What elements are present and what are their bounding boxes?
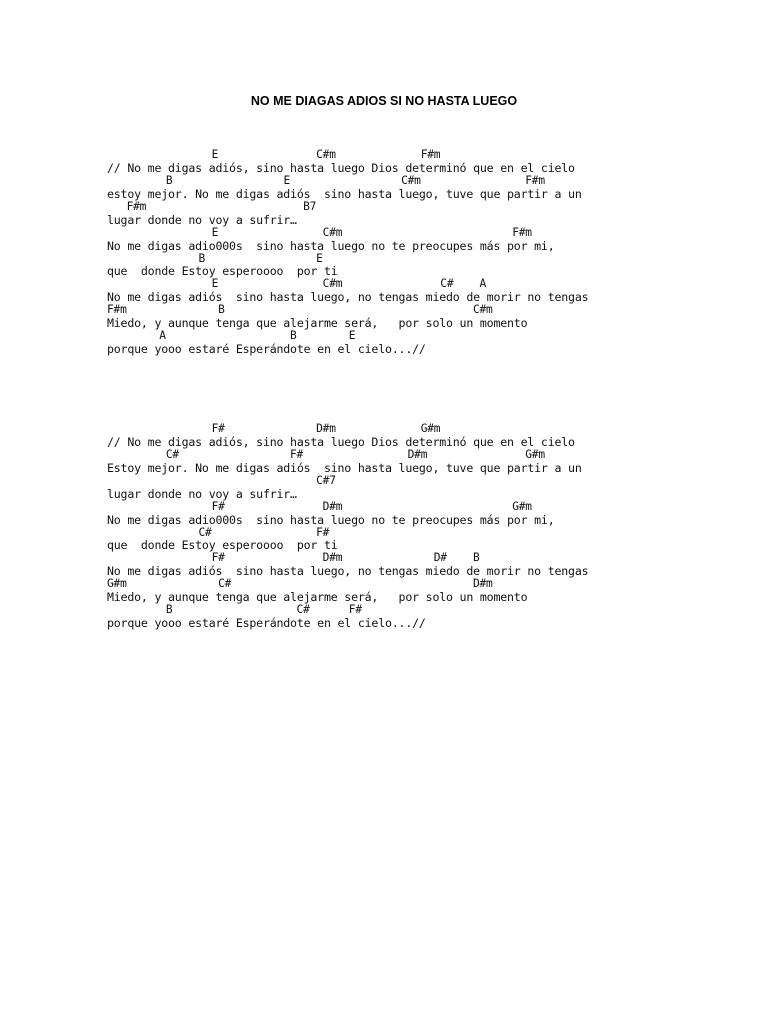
lyric-line: estoy mejor. No me digas adiós sino hasta luego, tuve que partir a un bbox=[107, 186, 582, 201]
lyric-line: No me digas adiós sino hasta luego, no tengas miedo de morir no tengas bbox=[107, 290, 589, 305]
lyric-line: // No me digas adiós, sino hasta luego Dios determinó que en el cielo bbox=[107, 160, 575, 175]
chord-line: F# D#m G#m bbox=[107, 499, 532, 513]
lyric-line: que donde Estoy esperoooo por ti bbox=[107, 264, 338, 279]
lyric-line: No me digas adio000s sino hasta luego no te preocupes más por mi, bbox=[107, 238, 555, 253]
chord-line: E C#m C# A bbox=[107, 277, 487, 291]
lyric-line: Miedo, y aunque tenga que alejarme será, por solo un momento bbox=[107, 590, 528, 605]
lyric-line: porque yooo estaré Esperándote en el cielo...// bbox=[107, 616, 426, 631]
lyric-line: lugar donde no voy a sufrir… bbox=[107, 212, 297, 227]
lyric-line: porque yooo estaré Esperándote en el cielo...// bbox=[107, 342, 426, 357]
lyric-line: // No me digas adiós, sino hasta luego Dios determinó que en el cielo bbox=[107, 434, 575, 449]
chord-line: E C#m F#m bbox=[107, 148, 441, 161]
chord-line: C#7 bbox=[107, 473, 336, 487]
lyrics-section-2 bbox=[107, 423, 588, 630]
lyric-line: Estoy mejor. No me digas adiós sino hasta luego, tuve que partir a un bbox=[107, 460, 582, 475]
lyric-line: No me digas adio000s sino hasta luego no te preocupes más por mi, bbox=[107, 512, 555, 527]
chord-line: C# F# D#m G#m bbox=[107, 447, 545, 461]
chord-line: B C# F# bbox=[107, 603, 362, 617]
lyric-line: No me digas adiós sino hasta luego, no tengas miedo de morir no tengas bbox=[107, 564, 589, 579]
lyrics-section-1 bbox=[107, 149, 588, 356]
chord-line: A B E bbox=[107, 329, 356, 343]
song-title: NO ME DIAGAS ADIOS SI NO HASTA LUEGO bbox=[250, 94, 518, 108]
chord-line: C# F# bbox=[107, 525, 330, 539]
chord-line: F# D#m D# B bbox=[107, 551, 480, 565]
chord-line: E C#m F#m bbox=[107, 225, 532, 239]
chord-line: F#m B7 bbox=[107, 199, 317, 213]
lyric-line: que donde Estoy esperoooo por ti bbox=[107, 538, 338, 553]
chord-line: B E C#m F#m bbox=[107, 173, 545, 187]
chord-line: B E bbox=[107, 251, 323, 265]
chord-line: F# D#m G#m bbox=[107, 422, 441, 435]
chord-line: F#m B C#m bbox=[107, 303, 493, 317]
lyric-line: lugar donde no voy a sufrir… bbox=[107, 486, 297, 501]
lyric-line: Miedo, y aunque tenga que alejarme será, por solo un momento bbox=[107, 316, 528, 331]
chord-line: G#m C# D#m bbox=[107, 577, 493, 591]
